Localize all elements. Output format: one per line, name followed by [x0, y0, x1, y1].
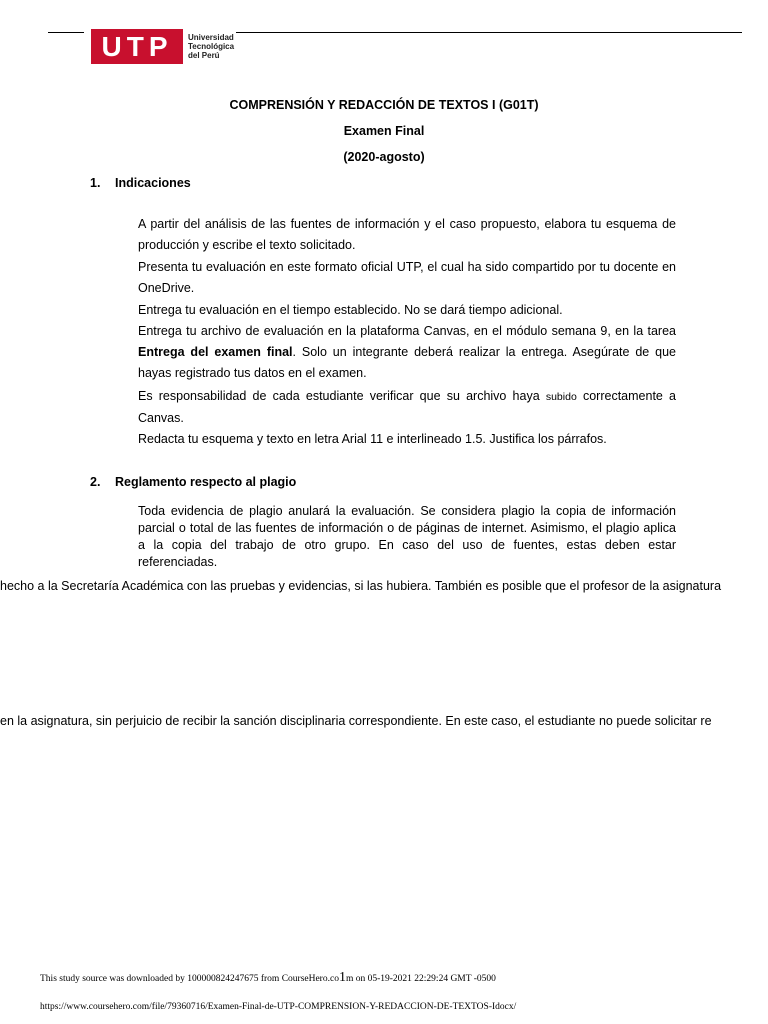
logo-mark: UTP	[91, 29, 183, 64]
indicacion-item	[138, 321, 676, 384]
source-url[interactable]: https://www.coursehero.com/file/79360716/Examen-Final-de-UTP-COMPRENSION-Y-REDACCION-DE-TEXTOS-Idocx/	[40, 1002, 517, 1012]
notice-text: This study source was downloaded by 100000824247675 from CourseHero.co	[40, 974, 339, 984]
section-heading-indicaciones	[90, 176, 191, 190]
indicacion-item: A partir del análisis de las fuentes de información y el caso propuesto, elabora tu esquema de producción y escribe el texto solicitado.	[138, 217, 676, 252]
indicacion-item: Presenta tu evaluación en este formato oficial UTP, el cual ha sido compartido por tu docente en OneDrive.	[138, 260, 676, 295]
header-rule-left	[48, 32, 84, 33]
notice-text: m on 05-19-2021 22:29:24 GMT -0500	[345, 974, 496, 984]
header-rule-right	[236, 32, 742, 33]
overflow-text-line: en la asignatura, sin perjuicio de recibir la sanción disciplinaria correspondiente. En este caso, el estudiante no puede solicitar re	[0, 714, 712, 728]
logo-line: del Perú	[188, 51, 220, 60]
indicacion-item	[138, 386, 676, 429]
exam-period: (2020-agosto)	[343, 150, 425, 164]
indicacion-item: Entrega tu evaluación en el tiempo establecido. No se dará tiempo adicional.	[138, 303, 563, 317]
course-title: COMPRENSIÓN Y REDACCIÓN DE TEXTOS I (G01T)	[229, 98, 539, 112]
exam-title: Examen Final	[343, 124, 425, 138]
section-heading-plagio	[90, 475, 296, 489]
plagio-item: Toda evidencia de plagio anulará la evaluación. Se considera plagio la copia de información parcial o total de las fuentes de información o de páginas de internet. Asimismo, el plagio aplica a la copia del trabajo de otro grupo. En caso del uso de fuentes, estas deben estar referenciadas.	[138, 504, 676, 569]
download-notice	[40, 970, 496, 986]
logo-wordmark	[188, 33, 234, 60]
overflow-text-line: hecho a la Secretaría Académica con las pruebas y evidencias, si las hubiera. También es posible que el profesor de la asignatura	[0, 579, 722, 593]
item-text-small: subido	[545, 391, 577, 403]
indicacion-item: Redacta tu esquema y texto en letra Arial 11 e interlineado 1.5. Justifica los párrafos.	[138, 432, 607, 446]
item-text: . Solo un integrante deberá realizar la entrega. Asegúrate de que hayas registrado tus datos en el examen.	[138, 345, 676, 380]
section-title: Indicaciones	[115, 176, 191, 190]
item-text: Entrega tu archivo de evaluación en la plataforma Canvas, en el módulo semana 9, en la tarea	[138, 324, 676, 338]
notice-text: 1	[338, 970, 346, 985]
logo-line: Universidad	[188, 33, 234, 42]
section-number: 2.	[90, 475, 101, 489]
logo-line: Tecnológica	[188, 42, 235, 51]
utp-logo	[91, 29, 234, 64]
item-text: Es responsabilidad de cada estudiante verificar que su archivo haya	[138, 389, 546, 403]
item-text-bold: Entrega del examen final	[138, 345, 293, 359]
section-title: Reglamento respecto al plagio	[115, 475, 297, 489]
item-text: correctamente a Canvas.	[138, 389, 676, 425]
section-number: 1.	[90, 176, 101, 190]
